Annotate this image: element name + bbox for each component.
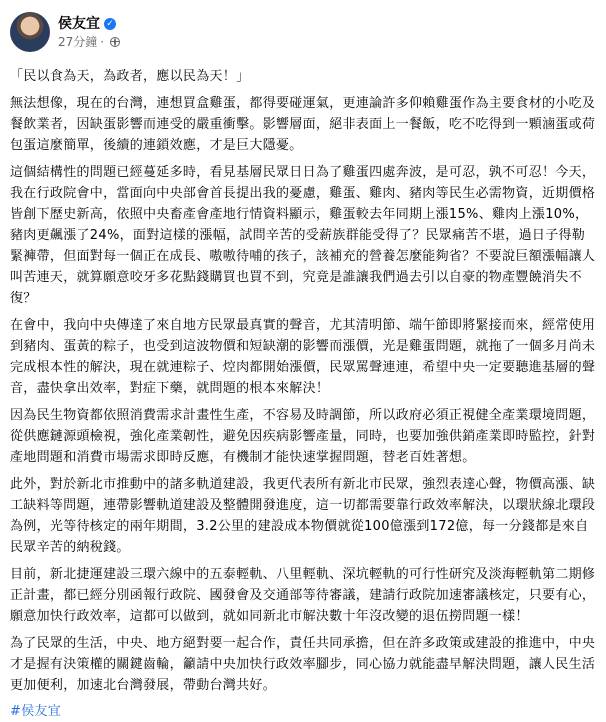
post-paragraph: 這個結構性的問題已經蔓延多時，看見基層民眾日日為了雞蛋四處奔波，是可忍，孰不可忍！今天，我在行政院會中，當面向中央部會首長提出我的憂慮，雞蛋、雞肉、豬肉等民生必需物資，近期價格皆創下歷史新高，依照中央畜產會產地行情資料顯示，雞蛋較去年同期上漲15%、雞肉上漲10%，豬肉更飆漲了24%，面對這樣的漲幅，試問辛苦的受薪族群能受得了？民眾痛苦不堪，過日子得勒緊褲帶，但面對每一個正在成長、嗷嗷待哺的孩子，該補充的營養怎麼能夠省？不要說巨額漲幅讓人叫苦連天，就算願意咬牙多花點錢購買也買不到，究竟是誰讓我們過去引以自豪的物產豐饒消失不復？ (10, 165, 596, 306)
post-paragraph: 因為民生物資都依照消費需求計畫性生產，不容易及時調節，所以政府必須正視健全產業環境問題，從供應鏈源頭檢視，強化產業韌性，避免因疾病影響產量，同時，也要加強供銷產業即時監控，針對產地問題和消費市場需求即時反應，有機制才能快速掌握問題，替老百姓著想。 (10, 408, 596, 465)
meta-separator: · (100, 34, 105, 49)
author-name[interactable]: 侯友宜 (58, 15, 100, 32)
author-name-row (58, 15, 120, 33)
post-paragraph: 無法想像，現在的台灣，連想買盒雞蛋，都得要碰運氣，更連論許多仰賴雞蛋作為主要食材的小吃及餐飲業者，因缺蛋影響而連受的嚴重衝擊。影響層面，絕非表面上一餐飯，吃不吃得到一顆滷蛋或荷包蛋這麼簡單，後續的連鎖效應，才是巨大隱憂。 (10, 96, 596, 153)
globe-icon[interactable] (110, 37, 120, 47)
post-paragraph: 此外，對於新北市推動中的諸多軌道建設，我更代表所有新北市民眾，強烈表達心聲，物價高漲、缺工缺料等問題，連帶影響軌道建設及整體開發進度，這一切都需要靠行政效率解決，以環狀線北環段為例，光等待核定的兩年期間，3.2公里的建設成本物價就從100億漲到172億，每一分錢都是來自民眾辛苦的納稅錢。 (10, 477, 596, 555)
post-paragraph: 在會中，我向中央傳達了來自地方民眾最真實的聲音，尤其清明節、端午節即將緊接而來，經常使用到豬肉、蛋黃的粽子，也受到這波物價和短缺潮的影響而漲價，光是雞蛋問題，就拖了一個多月尚未完成根本性的解決，現在就連粽子、焢肉都開始漲價，民眾罵聲連連，希望中央一定要聽進基層的聲音，盡快拿出效率，對症下藥，就問題的根本來解決！ (10, 318, 596, 396)
post-paragraph-quote: 「民以食為天，為政者，應以民為天！」 (10, 69, 250, 84)
post-body (10, 66, 596, 722)
post-header (10, 12, 596, 52)
post-paragraph: 目前，新北捷運建設三環六線中的五泰輕軌、八里輕軌、深坑輕軌的可行性研究及淡海輕軌第二期修正計畫，都已經分別函報行政院、國發會及交通部等待審議，建請行政院加速審議核定，只要有心，願意加快行政效率，這都可以做到，就如同新北市解決數十年沒改變的退伍撈問題一樣！ (10, 567, 596, 624)
post-paragraph: 為了民眾的生活，中央、地方絕對要一起合作，責任共同承擔，但在許多政策或建設的推進中，中央才是握有決策權的關鍵齒輪，籲請中央加快行政效率腳步，同心協力就能盡早解決問題，讓人民生活更加便利，加速北台灣發展，帶動台灣共好。 (10, 636, 596, 693)
verified-badge-icon: ✓ (104, 18, 116, 30)
post-timestamp[interactable]: 27分鐘 (58, 34, 98, 49)
hashtag-link[interactable]: #侯友宜 (10, 704, 62, 719)
author-info (58, 15, 120, 50)
post-meta (58, 34, 120, 50)
author-avatar[interactable] (10, 12, 50, 52)
